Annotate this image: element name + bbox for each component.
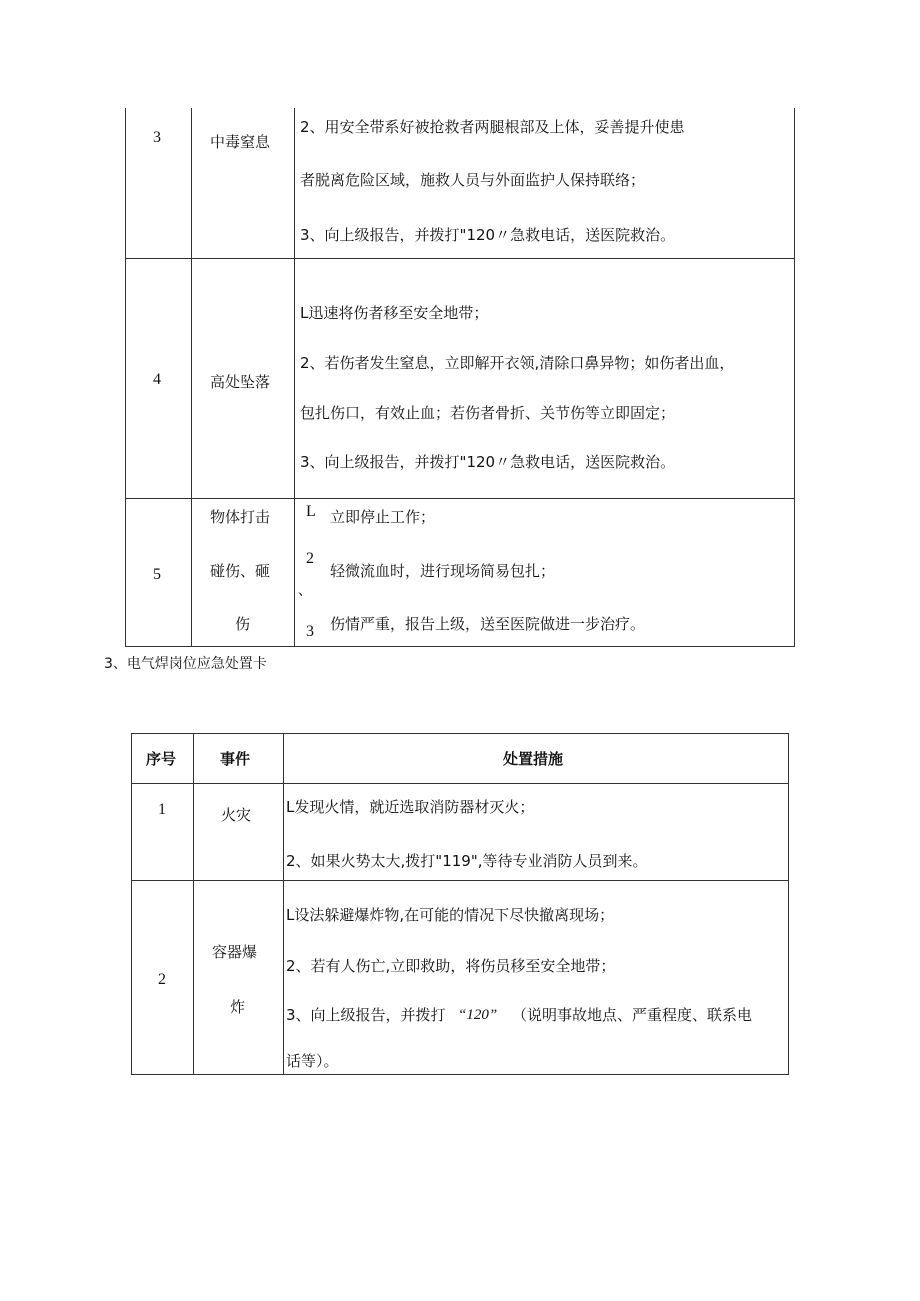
table-border xyxy=(283,733,284,1075)
event-name: 碰伤、砸 xyxy=(210,562,271,580)
column-header-measures: 处置措施 xyxy=(503,750,564,768)
measure-line: 话等）。 xyxy=(286,1052,339,1070)
measure-line: L发现火情，就近选取消防器材灭火； xyxy=(286,798,535,816)
measure-line: 3、向上级报告，并拨打"120〃急救电话，送医院救治。 xyxy=(300,226,676,244)
table-border xyxy=(131,880,789,881)
table-border xyxy=(794,108,795,647)
table-border xyxy=(131,733,789,734)
column-header-event: 事件 xyxy=(220,750,251,768)
row-number: 1 xyxy=(158,801,166,818)
table-border xyxy=(125,108,126,647)
event-name: 高处坠落 xyxy=(210,373,271,391)
list-marker: 3 xyxy=(306,623,314,640)
column-header-seq: 序号 xyxy=(146,750,177,768)
table-border xyxy=(193,733,194,1075)
event-name: 容器爆 xyxy=(212,943,258,961)
list-marker: 2 xyxy=(306,550,314,567)
section-title: 3、电气焊岗位应急处置卡 xyxy=(104,656,267,672)
list-marker: L xyxy=(306,503,316,520)
measure-line: 2、如果火势太大,拨打"119",等待专业消防人员到来。 xyxy=(286,852,648,870)
table-border xyxy=(125,646,795,647)
measure-line: 3、向上级报告，并拨打"120〃急救电话，送医院救治。 xyxy=(300,453,676,471)
event-name: 火灾 xyxy=(221,806,252,824)
table-border xyxy=(131,1074,789,1075)
table-border xyxy=(788,733,789,1075)
row-number: 3 xyxy=(153,129,161,146)
table-border xyxy=(125,258,795,259)
list-marker: 、 xyxy=(298,583,312,599)
row-number: 2 xyxy=(158,971,166,988)
measure-line: L设法躲避爆炸物,在可能的情况下尽快撤离现场； xyxy=(286,906,615,924)
measure-line: 者脱离危险区域，施救人员与外面监护人保持联络； xyxy=(300,171,646,189)
table-border xyxy=(131,733,132,1075)
measure-line: 立即停止工作； xyxy=(330,508,436,526)
phone-number: “120” xyxy=(458,1007,498,1023)
measure-line: 2、用安全带系好被抢救者两腿根部及上体，妥善提升使患 xyxy=(300,118,685,136)
measure-line: L迅速将伤者移至安全地带； xyxy=(300,304,489,322)
measure-line: （说明事故地点、严重程度、联系电 xyxy=(512,1006,753,1024)
measure-line: 2、若有人伤亡,立即救助，将伤员移至安全地带； xyxy=(286,957,616,975)
row-number: 5 xyxy=(153,566,161,583)
measure-line: 3、向上级报告，并拨打 xyxy=(286,1006,446,1024)
table-border xyxy=(191,108,192,647)
event-name: 炸 xyxy=(230,998,246,1016)
measure-line: 包扎伤口，有效止血；若伤者骨折、关节伤等立即固定； xyxy=(300,404,676,422)
event-name: 中毒窒息 xyxy=(210,133,271,151)
table-border xyxy=(294,108,295,647)
table-border xyxy=(131,783,789,784)
row-number: 4 xyxy=(153,371,161,388)
measure-line: 伤情严重，报告上级，送至医院做进一步治疗。 xyxy=(330,615,646,633)
event-name: 物体打击 xyxy=(210,508,271,526)
measure-line: 轻微流血时，进行现场简易包扎； xyxy=(330,562,556,580)
measure-line: 2、若伤者发生窒息，立即解开衣领,清除口鼻异物；如伤者出血， xyxy=(300,354,735,372)
event-name: 伤 xyxy=(235,615,251,633)
table-border xyxy=(125,498,795,499)
